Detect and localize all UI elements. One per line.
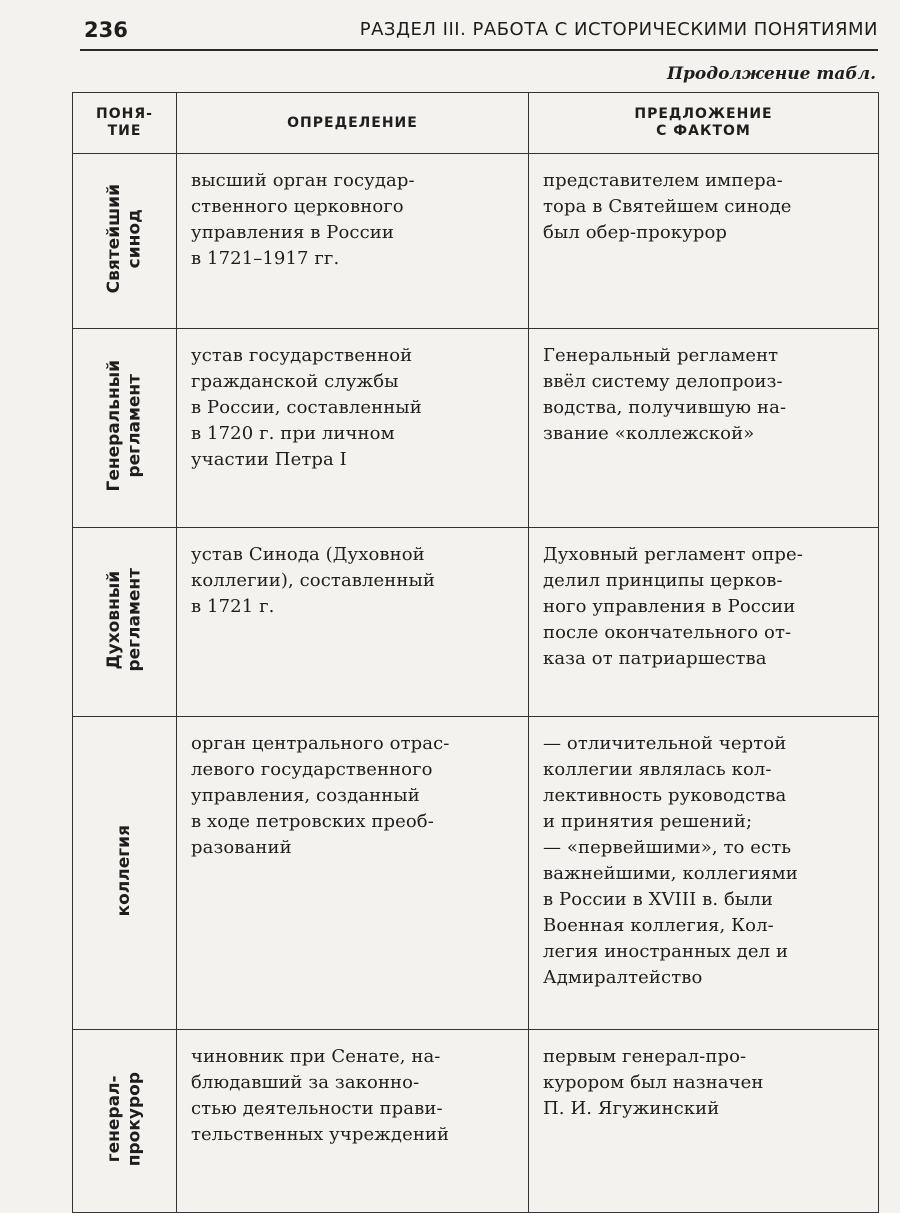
column-header-definition: ОПРЕДЕЛЕНИЕ (177, 93, 529, 154)
term-cell (73, 1030, 177, 1213)
term-label: Духовный регламент (104, 568, 145, 672)
header-rule (80, 49, 878, 51)
definition-cell: чиновник при Сенате, на- блюдавший за законно- стью деятельности прави- тельственных учреждений (177, 1030, 529, 1213)
term-label: коллегия (114, 825, 135, 917)
fact-cell: первым генерал-про- курором был назначен П. И. Ягужинский (529, 1030, 879, 1213)
term-label: Святейший синод (104, 184, 145, 294)
column-header-fact (529, 93, 879, 154)
term-cell (73, 329, 177, 528)
term-label: генерал- прокурор (104, 1071, 145, 1167)
table-continuation-note: Продолжение табл. (666, 64, 876, 84)
term-cell (73, 154, 177, 329)
table-row (73, 528, 879, 717)
running-head: РАЗДЕЛ III. РАБОТА С ИСТОРИЧЕСКИМИ ПОНЯТИЯМИ (359, 19, 878, 40)
fact-cell: Духовный регламент опре- делил принципы церков- ного управления в России после окончательного от- каза от патриаршества (529, 528, 879, 717)
term-cell (73, 717, 177, 1030)
table-header-row (73, 93, 879, 154)
table-row (73, 717, 879, 1030)
column-header-term (73, 93, 177, 154)
table-row (73, 329, 879, 528)
fact-cell: — отличительной чертой коллегии являлась кол- лективность руководства и принятия решений; — «первейшими», то есть важнейшими, коллегиями в России в XVIII в. были Военная коллегия, Кол- легия иностранных дел и Адмиралтейство (529, 717, 879, 1030)
definition-cell: высший орган государ- ственного церковного управления в России в 1721–1917 гг. (177, 154, 529, 329)
fact-cell: Генеральный регламент ввёл систему делопроиз- водства, получившую на- звание «коллежской» (529, 329, 879, 528)
definition-cell: устав государственной гражданской службы в России, составленный в 1720 г. при личном участии Петра I (177, 329, 529, 528)
definition-cell: устав Синода (Духовной коллегии), составленный в 1721 г. (177, 528, 529, 717)
term-cell (73, 528, 177, 717)
term-label: Генеральный регламент (104, 360, 145, 492)
column-header-fact-label: ПРЕДЛОЖЕНИЕ С ФАКТОМ (634, 106, 773, 139)
definition-cell: орган центрального отрас- левого государственного управления, созданный в ходе петровских преоб- разований (177, 717, 529, 1030)
column-header-term-label: ПОНЯ- ТИЕ (96, 106, 153, 139)
table-row (73, 1030, 879, 1213)
concepts-table (72, 92, 879, 1213)
table-row (73, 154, 879, 329)
page-number: 236 (84, 18, 128, 42)
fact-cell: представителем импера- тора в Святейшем синоде был обер-прокурор (529, 154, 879, 329)
